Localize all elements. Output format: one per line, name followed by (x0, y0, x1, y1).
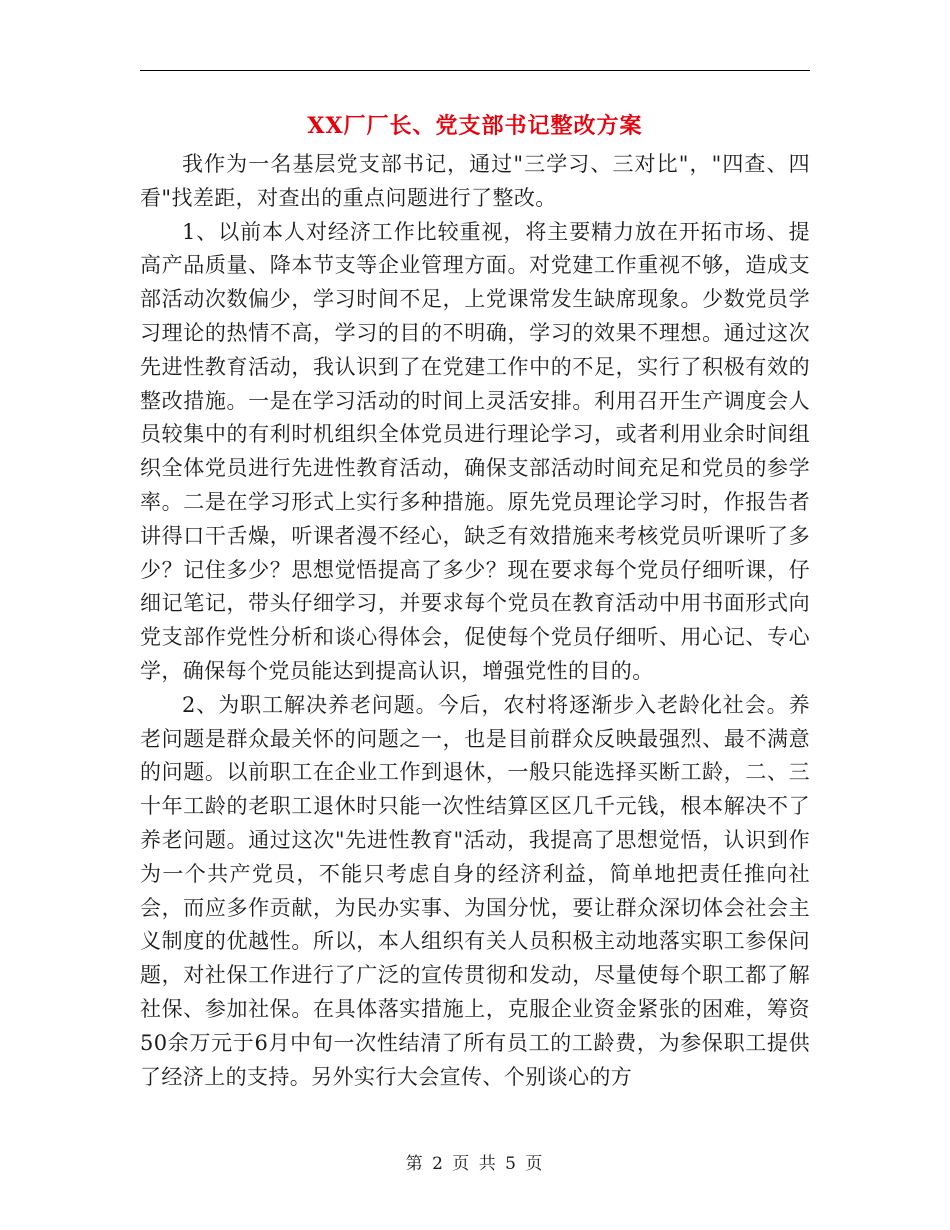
paragraph-intro: 我作为一名基层党支部书记，通过"三学习、三对比"，"四查、四看"找差距，对查出的重点问题进行了整改。 (140, 152, 810, 210)
document-title: XX厂厂长、党支部书记整改方案 (307, 113, 643, 139)
document-body (140, 148, 810, 1094)
header-rule (140, 70, 810, 71)
paragraph-2: 2、为职工解决养老问题。今后，农村将逐渐步入老龄化社会。养老问题是群众最关怀的问题之一，也是目前群众反映最强烈、最不满意的问题。以前职工在企业工作到退休，一般只能选择买断工龄，二、三十年工龄的老职工退休时只能一次性结算区区几千元钱，根本解决不了养老问题。通过这次"先进性教育"活动，我提高了思想觉悟，认识到作为一个共产党员，不能只考虑自身的经济利益，简单地把责任推向社会，而应多作贡献，为民办实事、为国分忧，要让群众深切体会社会主义制度的优越性。所以，本人组织有关人员积极主动地落实职工参保问题，对社保工作进行了广泛的宣传贯彻和发动，尽量使每个职工都了解社保、参加社保。在具体落实措施上，克服企业资金紧张的困难，筹资50余万元于6月中旬一次性结清了所有员工的工龄费，为参保职工提供了经济上的支持。另外实行大会宣传、个别谈心的方 (140, 692, 810, 1089)
page-footer: 第 2 页 共 5 页 (405, 1154, 545, 1174)
paragraph-1: 1、以前本人对经济工作比较重视，将主要精力放在开拓市场、提高产品质量、降本节支等企业管理方面。对党建工作重视不够，造成支部活动次数偏少，学习时间不足，上党课常发生缺席现象。少数党员学习理论的热情不高，学习的目的不明确，学习的效果不理想。通过这次先进性教育活动，我认识到了在党建工作中的不足，实行了积极有效的整改措施。一是在学习活动的时间上灵活安排。利用召开生产调度会人员较集中的有利时机组织全体党员进行理论学习，或者利用业余时间组织全体党员进行先进性教育活动，确保支部活动时间充足和党员的参学率。二是在学习形式上实行多种措施。原先党员理论学习时，作报告者讲得口干舌燥，听课者漫不经心，缺乏有效措施来考核党员听课听了多少？记住多少？思想觉悟提高了多少？现在要求每个党员仔细听课，仔细记笔记，带头仔细学习，并要求每个党员在教育活动中用书面形式向党支部作党性分析和谈心得体会，促使每个党员仔细听、用心记、专心学，确保每个党员能达到提高认识，增强党性的目的。 (140, 219, 810, 683)
